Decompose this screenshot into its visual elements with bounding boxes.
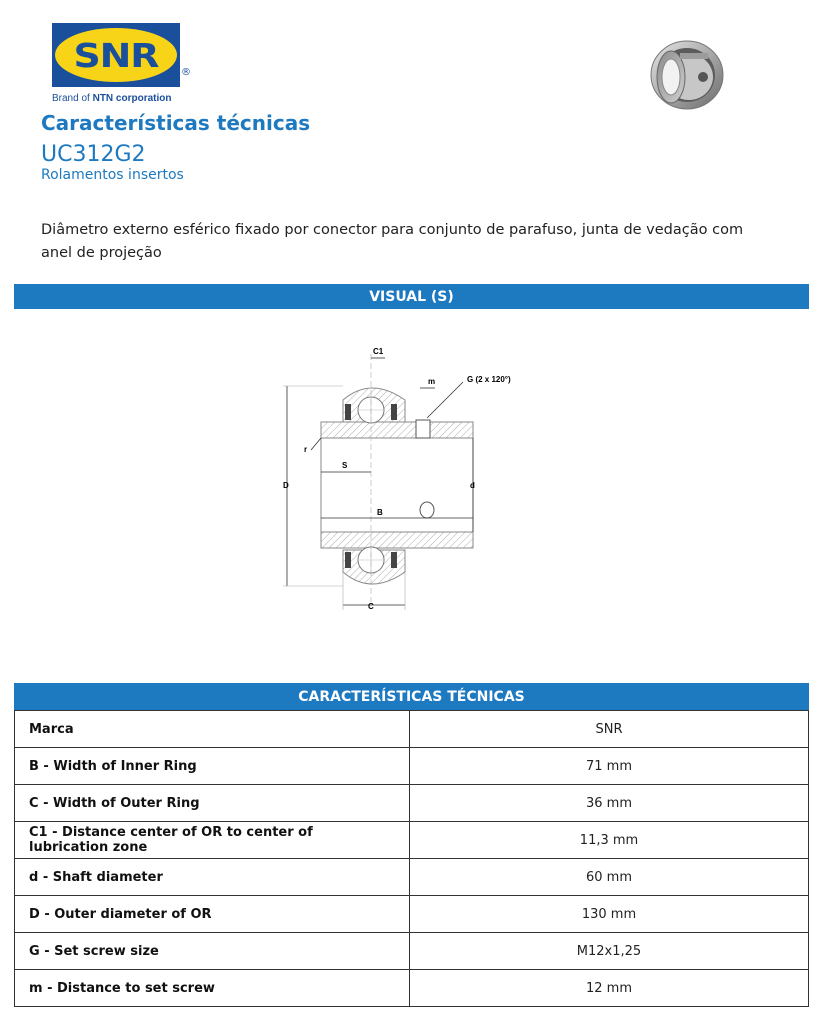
spec-label: d - Shaft diameter [15, 859, 410, 896]
tech-section-header: CARACTERÍSTICAS TÉCNICAS [14, 683, 809, 710]
label-shaft-diameter: d [470, 481, 475, 490]
tagline-brand: NTN corporation [92, 93, 172, 104]
logo-badge [52, 23, 180, 87]
spec-table [14, 710, 809, 1007]
spec-value: 71 mm [410, 748, 809, 785]
label-outer-diameter: D [283, 481, 289, 490]
spec-value: 130 mm [410, 896, 809, 933]
bearing-product-image [640, 33, 728, 119]
table-row [15, 785, 809, 822]
registered-mark: ® [181, 67, 191, 78]
spec-value: 36 mm [410, 785, 809, 822]
spec-label: G - Set screw size [15, 933, 410, 970]
label-s: S [342, 461, 348, 470]
label-b: B [377, 508, 383, 517]
label-c: C [368, 602, 374, 611]
label-m: m [428, 377, 436, 386]
logo-oval [55, 28, 177, 82]
product-category: Rolamentos insertos [41, 167, 184, 183]
spec-value: 60 mm [410, 859, 809, 896]
spec-label: Marca [15, 711, 410, 748]
spec-value: SNR [410, 711, 809, 748]
table-row [15, 933, 809, 970]
visual-section-header: VISUAL (S) [14, 284, 809, 309]
table-row [15, 822, 809, 859]
page-title: Características técnicas [41, 111, 311, 135]
snr-logo [52, 23, 197, 105]
table-row [15, 748, 809, 785]
table-row [15, 896, 809, 933]
logo-text: SNR [73, 35, 159, 75]
spec-label: B - Width of Inner Ring [15, 748, 410, 785]
spec-label: D - Outer diameter of OR [15, 896, 410, 933]
technical-drawing [275, 340, 535, 620]
spec-label: C1 - Distance center of OR to center of lubrication zone [15, 822, 410, 859]
spec-label: m - Distance to set screw [15, 970, 410, 1007]
spec-value: 11,3 mm [410, 822, 809, 859]
spec-value: 12 mm [410, 970, 809, 1007]
table-row [15, 859, 809, 896]
product-model: UC312G2 [41, 142, 146, 167]
label-g: G (2 x 120°) [467, 375, 511, 384]
label-c1: C1 [373, 347, 384, 356]
product-description: Diâmetro externo esférico fixado por conector para conjunto de parafuso, junta de vedação com anel de projeção [41, 222, 744, 261]
label-r: r [304, 445, 308, 454]
spec-value: M12x1,25 [410, 933, 809, 970]
table-row [15, 970, 809, 1007]
logo-tagline [52, 93, 171, 104]
table-row [15, 711, 809, 748]
tagline-prefix: Brand of [52, 93, 93, 104]
spec-label: C - Width of Outer Ring [15, 785, 410, 822]
